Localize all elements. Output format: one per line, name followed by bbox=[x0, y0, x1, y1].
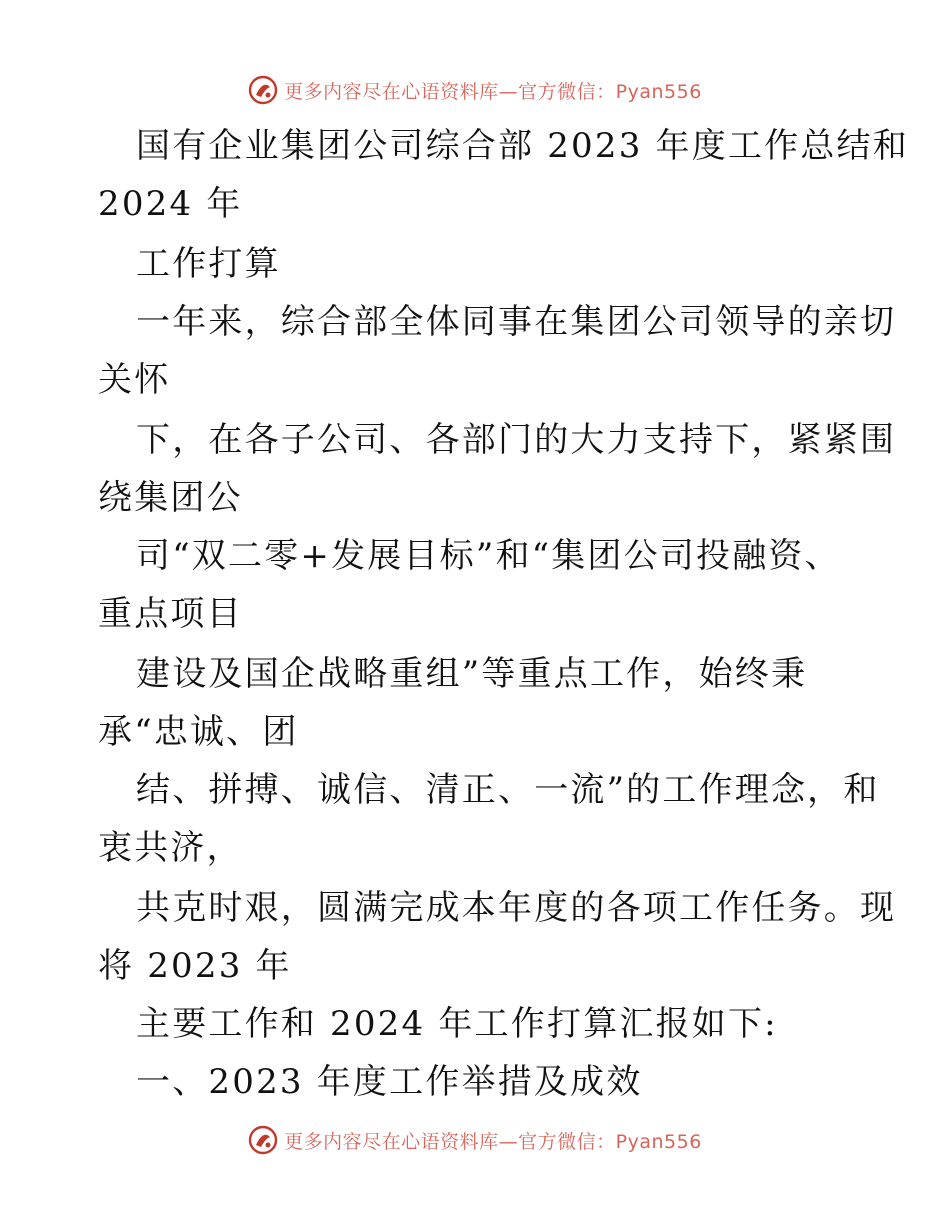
doc-title-line-2: 2024 年 bbox=[98, 184, 243, 224]
doc-title-line-1: 国有企业集团公司综合部 2023 年度工作总结和 bbox=[136, 126, 909, 166]
doc-paragraph-line: 建设及国企战略重组”等重点工作，始终秉 bbox=[136, 654, 808, 694]
doc-paragraph-line: 结、拼搏、诚信、清正、一流”的工作理念，和 bbox=[136, 770, 880, 810]
doc-paragraph-line: 共克时艰，圆满完成本年度的各项工作任务。现 bbox=[136, 888, 897, 928]
doc-paragraph-line: 绕集团公 bbox=[98, 478, 243, 518]
brand-logo-icon bbox=[248, 75, 278, 105]
doc-paragraph-line: 司“双二零+发展目标”和“集团公司投融资、 bbox=[136, 536, 841, 576]
doc-paragraph-line: 重点项目 bbox=[98, 594, 243, 634]
doc-paragraph-line: 承“忠诚、团 bbox=[98, 712, 299, 752]
header-watermark bbox=[0, 70, 950, 110]
doc-paragraph-line: 下，在各子公司、各部门的大力支持下，紧紧围 bbox=[136, 420, 897, 460]
footer-watermark bbox=[0, 1120, 950, 1160]
watermark-text: 更多内容尽在心语资料库—官方微信：Pyan556 bbox=[284, 80, 702, 103]
doc-title-line-3: 工作打算 bbox=[136, 244, 281, 284]
footer-watermark-inner bbox=[248, 1125, 702, 1155]
doc-paragraph-line: 一年来，综合部全体同事在集团公司领导的亲切 bbox=[136, 302, 897, 342]
doc-paragraph-line: 主要工作和 2024 年工作打算汇报如下: bbox=[136, 1004, 778, 1044]
doc-paragraph-line: 将 2023 年 bbox=[98, 946, 292, 986]
doc-paragraph-line: 衷共济， bbox=[98, 828, 243, 868]
doc-paragraph-line: 关怀 bbox=[98, 360, 171, 400]
header-watermark-inner bbox=[248, 75, 702, 105]
doc-section-heading: 一、2023 年度工作举措及成效 bbox=[136, 1062, 643, 1102]
watermark-text: 更多内容尽在心语资料库—官方微信：Pyan556 bbox=[284, 1130, 702, 1153]
brand-logo-icon bbox=[248, 1125, 278, 1155]
